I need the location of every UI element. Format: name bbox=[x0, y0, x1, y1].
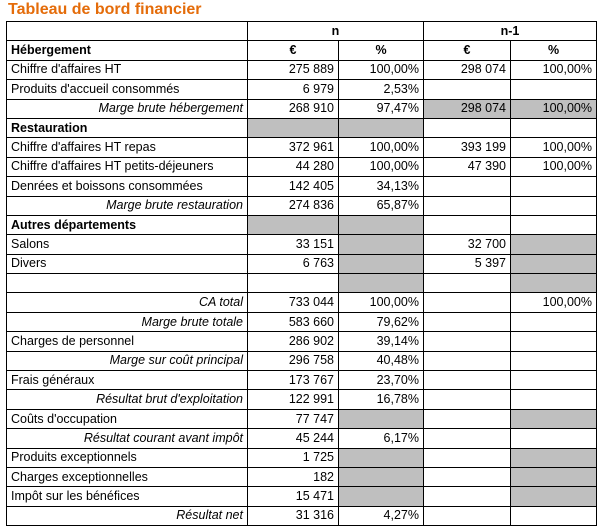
row-label: Résultat courant avant impôt bbox=[7, 429, 248, 448]
table-row bbox=[7, 118, 597, 137]
cell-p-pct bbox=[511, 80, 597, 99]
cell-p-pct bbox=[511, 409, 597, 428]
table-row bbox=[7, 467, 597, 486]
table-row bbox=[7, 60, 597, 79]
cell-n-eur: 733 044 bbox=[248, 293, 339, 312]
row-label: Marge brute hébergement bbox=[7, 99, 248, 118]
cell-p-eur: 47 390 bbox=[424, 157, 511, 176]
cell-p-pct bbox=[511, 506, 597, 525]
cell-n-eur: 274 836 bbox=[248, 196, 339, 215]
row-label: Salons bbox=[7, 235, 248, 254]
cell-n-eur bbox=[248, 274, 339, 293]
cell-n-eur: 77 747 bbox=[248, 409, 339, 428]
row-label: Hébergement bbox=[7, 41, 248, 60]
cell-n-eur: 142 405 bbox=[248, 177, 339, 196]
cell-p-pct: 100,00% bbox=[511, 138, 597, 157]
row-label: Impôt sur les bénéfices bbox=[7, 487, 248, 506]
cell-n-pct: 2,53% bbox=[339, 80, 424, 99]
cell-p-pct: 100,00% bbox=[511, 60, 597, 79]
period-current-header: n bbox=[248, 22, 424, 41]
cell-p-eur: 5 397 bbox=[424, 254, 511, 273]
cell-p-pct bbox=[511, 371, 597, 390]
table-row bbox=[7, 293, 597, 312]
table-row bbox=[7, 371, 597, 390]
cell-p-eur bbox=[424, 448, 511, 467]
cell-p-eur bbox=[424, 390, 511, 409]
cell-p-pct bbox=[511, 118, 597, 137]
cell-p-pct bbox=[511, 332, 597, 351]
table-row bbox=[7, 448, 597, 467]
row-label: Coûts d'occupation bbox=[7, 409, 248, 428]
cell-p-eur: 32 700 bbox=[424, 235, 511, 254]
cell-p-eur bbox=[424, 177, 511, 196]
cell-n-eur: 268 910 bbox=[248, 99, 339, 118]
cell-n-eur: 45 244 bbox=[248, 429, 339, 448]
cell-p-eur: 298 074 bbox=[424, 60, 511, 79]
cell-n-eur: 15 471 bbox=[248, 487, 339, 506]
table-row bbox=[7, 332, 597, 351]
cell-p-pct: 100,00% bbox=[511, 293, 597, 312]
table-row bbox=[7, 487, 597, 506]
row-label: Résultat net bbox=[7, 506, 248, 525]
cell-n-pct: 97,47% bbox=[339, 99, 424, 118]
cell-n-pct: 16,78% bbox=[339, 390, 424, 409]
row-label: Charges exceptionnelles bbox=[7, 467, 248, 486]
cell-n-pct bbox=[339, 487, 424, 506]
row-label: Frais généraux bbox=[7, 371, 248, 390]
cell-p-eur bbox=[424, 293, 511, 312]
cell-n-pct: 34,13% bbox=[339, 177, 424, 196]
cell-p-pct bbox=[511, 429, 597, 448]
cell-n-pct: 100,00% bbox=[339, 138, 424, 157]
cell-n-eur: 296 758 bbox=[248, 351, 339, 370]
cell-n-eur: 33 151 bbox=[248, 235, 339, 254]
table-row bbox=[7, 235, 597, 254]
cell-p-eur bbox=[424, 487, 511, 506]
table-row bbox=[7, 177, 597, 196]
row-label: Marge brute totale bbox=[7, 312, 248, 331]
cell-n-eur: 583 660 bbox=[248, 312, 339, 331]
table-row bbox=[7, 254, 597, 273]
cell-p-eur bbox=[424, 351, 511, 370]
cell-n-eur bbox=[248, 118, 339, 137]
row-label: Charges de personnel bbox=[7, 332, 248, 351]
cell-p-pct bbox=[511, 274, 597, 293]
cell-p-pct bbox=[511, 390, 597, 409]
cell-n-pct: 100,00% bbox=[339, 293, 424, 312]
row-label bbox=[7, 274, 248, 293]
row-label: Chiffre d'affaires HT repas bbox=[7, 138, 248, 157]
row-label: Résultat brut d'exploitation bbox=[7, 390, 248, 409]
table-row bbox=[7, 196, 597, 215]
cell-p-pct bbox=[511, 196, 597, 215]
table-row bbox=[7, 312, 597, 331]
table-row bbox=[7, 215, 597, 234]
cell-p-pct bbox=[511, 215, 597, 234]
cell-p-pct bbox=[511, 177, 597, 196]
cell-p-eur bbox=[424, 506, 511, 525]
table-row bbox=[7, 409, 597, 428]
table-row bbox=[7, 99, 597, 118]
cell-p-pct bbox=[511, 448, 597, 467]
row-label: CA total bbox=[7, 293, 248, 312]
row-label: Marge brute restauration bbox=[7, 196, 248, 215]
cell-n-eur: 182 bbox=[248, 467, 339, 486]
row-label: Divers bbox=[7, 254, 248, 273]
cell-p-eur bbox=[424, 274, 511, 293]
cell-p-eur bbox=[424, 196, 511, 215]
cell-n-pct: 100,00% bbox=[339, 60, 424, 79]
table-row bbox=[7, 390, 597, 409]
cell-p-eur bbox=[424, 467, 511, 486]
cell-p-eur bbox=[424, 118, 511, 137]
cell-n-eur: 275 889 bbox=[248, 60, 339, 79]
table-row bbox=[7, 80, 597, 99]
cell-p-pct bbox=[511, 254, 597, 273]
row-label: Produits exceptionnels bbox=[7, 448, 248, 467]
cell-n-eur: € bbox=[248, 41, 339, 60]
cell-p-eur bbox=[424, 409, 511, 428]
cell-n-pct bbox=[339, 215, 424, 234]
cell-n-eur: 122 991 bbox=[248, 390, 339, 409]
table-row bbox=[7, 274, 597, 293]
cell-n-eur bbox=[248, 215, 339, 234]
row-label: Restauration bbox=[7, 118, 248, 137]
cell-p-eur bbox=[424, 429, 511, 448]
table-row bbox=[7, 429, 597, 448]
cell-n-pct: 79,62% bbox=[339, 312, 424, 331]
cell-n-pct bbox=[339, 118, 424, 137]
table-row bbox=[7, 157, 597, 176]
cell-n-pct: 39,14% bbox=[339, 332, 424, 351]
cell-n-eur: 31 316 bbox=[248, 506, 339, 525]
table-row bbox=[7, 351, 597, 370]
cell-n-pct bbox=[339, 467, 424, 486]
cell-n-pct: 4,27% bbox=[339, 506, 424, 525]
cell-n-pct: 23,70% bbox=[339, 371, 424, 390]
cell-n-pct: 65,87% bbox=[339, 196, 424, 215]
cell-n-pct: 6,17% bbox=[339, 429, 424, 448]
cell-n-pct: 40,48% bbox=[339, 351, 424, 370]
cell-n-pct bbox=[339, 254, 424, 273]
row-label: Denrées et boissons consommées bbox=[7, 177, 248, 196]
cell-p-pct: % bbox=[511, 41, 597, 60]
table-row bbox=[7, 138, 597, 157]
cell-n-eur: 286 902 bbox=[248, 332, 339, 351]
cell-n-pct: 100,00% bbox=[339, 157, 424, 176]
page-title: Tableau de bord financier bbox=[8, 1, 202, 18]
table-row bbox=[7, 506, 597, 525]
cell-p-eur bbox=[424, 215, 511, 234]
period-header-row bbox=[7, 22, 597, 41]
cell-p-eur bbox=[424, 332, 511, 351]
cell-p-pct bbox=[511, 351, 597, 370]
cell-n-pct bbox=[339, 409, 424, 428]
row-label: Chiffre d'affaires HT bbox=[7, 60, 248, 79]
cell-p-pct bbox=[511, 487, 597, 506]
cell-p-eur bbox=[424, 312, 511, 331]
cell-n-pct bbox=[339, 235, 424, 254]
row-label: Chiffre d'affaires HT petits-déjeuners bbox=[7, 157, 248, 176]
cell-n-pct bbox=[339, 274, 424, 293]
cell-p-pct: 100,00% bbox=[511, 99, 597, 118]
cell-p-pct bbox=[511, 235, 597, 254]
cell-p-eur: 298 074 bbox=[424, 99, 511, 118]
period-previous-header: n-1 bbox=[424, 22, 597, 41]
cell-p-pct: 100,00% bbox=[511, 157, 597, 176]
cell-p-eur bbox=[424, 371, 511, 390]
cell-p-pct bbox=[511, 312, 597, 331]
row-label: Autres départements bbox=[7, 215, 248, 234]
cell-n-eur: 173 767 bbox=[248, 371, 339, 390]
row-label: Marge sur coût principal bbox=[7, 351, 248, 370]
cell-n-eur: 372 961 bbox=[248, 138, 339, 157]
cell-n-eur: 6 979 bbox=[248, 80, 339, 99]
financial-dashboard-table bbox=[6, 21, 597, 526]
cell-n-eur: 6 763 bbox=[248, 254, 339, 273]
row-label: Produits d'accueil consommés bbox=[7, 80, 248, 99]
cell-p-eur: 393 199 bbox=[424, 138, 511, 157]
header-spacer bbox=[7, 22, 248, 41]
table-row bbox=[7, 41, 597, 60]
cell-n-pct: % bbox=[339, 41, 424, 60]
cell-n-eur: 44 280 bbox=[248, 157, 339, 176]
cell-p-eur bbox=[424, 80, 511, 99]
cell-n-pct bbox=[339, 448, 424, 467]
cell-n-eur: 1 725 bbox=[248, 448, 339, 467]
cell-p-eur: € bbox=[424, 41, 511, 60]
cell-p-pct bbox=[511, 467, 597, 486]
